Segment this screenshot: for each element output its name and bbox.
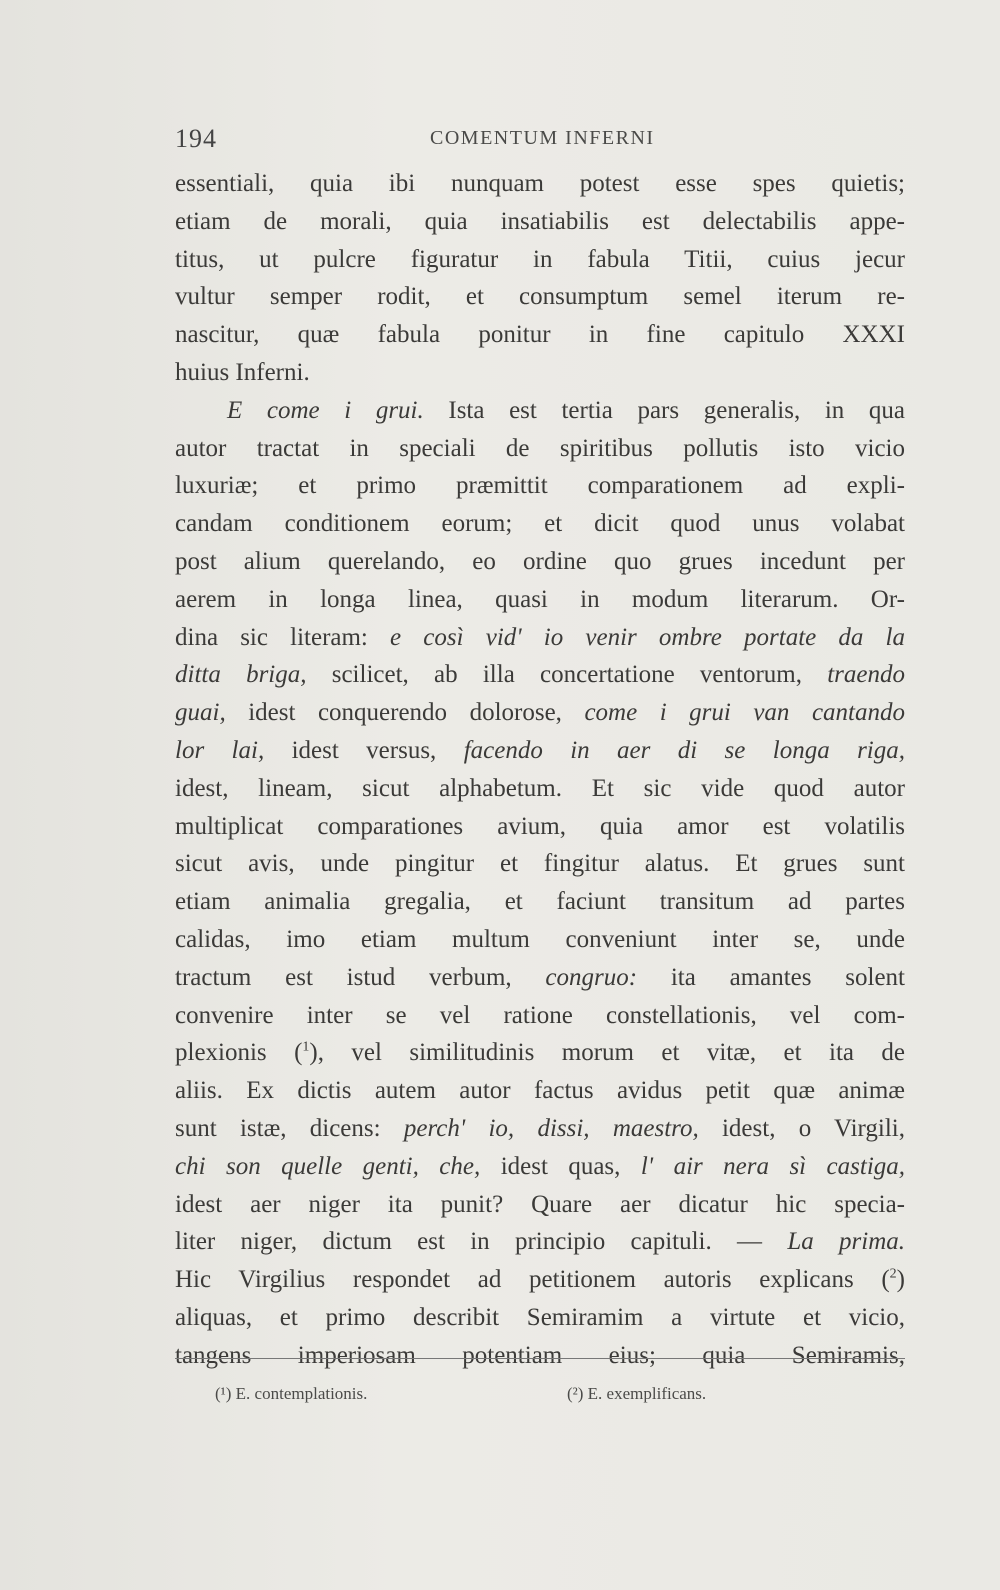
text-run: huius Inferni. — [175, 358, 310, 386]
text-run: plexionis ( — [175, 1039, 303, 1067]
text-line — [175, 1034, 905, 1072]
text-line — [175, 392, 905, 430]
text-run: multiplicat comparationes avium, quia amor est volatilis — [175, 812, 905, 840]
text-line — [175, 694, 905, 732]
text-run: ), vel similitudinis morum et vitæ, et ita de — [309, 1039, 905, 1067]
text-run: nascitur, quæ fabula ponitur in fine capitulo XXXI — [175, 321, 905, 349]
text-run: Hic Virgilius respondet ad petitionem autoris explicans ( — [175, 1266, 890, 1294]
text-line — [175, 467, 905, 505]
text-line — [175, 1072, 905, 1110]
text-run: calidas, imo etiam multum conveniunt inter se, unde — [175, 925, 905, 953]
text-line — [175, 883, 905, 921]
text-run: convenire inter se vel ratione constellationis, vel com- — [175, 1001, 905, 1029]
text-line — [175, 921, 905, 959]
text-run: dina sic literam: — [175, 623, 391, 651]
running-title: COMENTUM INFERNI — [430, 127, 655, 149]
italic-quote: l' air nera sì castiga, — [640, 1152, 906, 1180]
italic-quote: lor lai, — [175, 736, 265, 764]
text-line — [175, 203, 905, 241]
text-line — [175, 808, 905, 846]
text-run: idest versus, — [264, 736, 464, 764]
italic-quote: La prima. — [787, 1228, 905, 1256]
text-line — [175, 1148, 905, 1186]
text-run: autor tractat in speciali de spiritibus pollutis isto vicio — [175, 434, 905, 462]
text-run: idest, o Virgili, — [698, 1114, 905, 1142]
text-run: idest quas, — [480, 1152, 641, 1180]
text-run: tangens imperiosam potentiam eius; quia Semiramis, — [175, 1341, 905, 1369]
text-run: post alium querelando, eo ordine quo grues incedunt per — [175, 547, 905, 575]
text-run: ita amantes solent — [637, 963, 905, 991]
italic-quote: e così vid' io venir ombre portate da la — [390, 623, 906, 651]
footnotes — [215, 1384, 855, 1408]
text-run: vultur semper rodit, et consumptum semel iterum re- — [175, 283, 905, 311]
text-run: titus, ut pulcre figuratur in fabula Titii, cuius jecur — [175, 245, 905, 273]
text-line — [175, 316, 905, 354]
text-run: aliis. Ex dictis autem autor factus avidus petit quæ animæ — [175, 1077, 905, 1105]
text-run: sunt istæ, dicens: — [175, 1114, 404, 1142]
footnote-rule — [175, 1358, 905, 1359]
text-line — [175, 581, 905, 619]
italic-quote: ditta briga, — [175, 661, 307, 689]
text-line — [175, 1299, 905, 1337]
text-run: idest, lineam, sicut alphabetum. Et sic vide quod autor — [175, 774, 905, 802]
running-header — [175, 118, 905, 158]
italic-quote: facendo in aer di se longa riga, — [463, 736, 905, 764]
text-run: tractum est istud verbum, — [175, 963, 546, 991]
italic-quote: guai, — [175, 699, 226, 727]
text-line — [175, 430, 905, 468]
text-line — [175, 1110, 905, 1148]
text-line — [175, 241, 905, 279]
text-line — [175, 278, 905, 316]
text-run: candam conditionem eorum; et dicit quod unus volabat — [175, 510, 905, 538]
text-run: etiam animalia gregalia, et faciunt transitum ad partes — [175, 888, 905, 916]
text-line — [175, 1223, 905, 1261]
text-run: liter niger, dictum est in principio capituli. — — [175, 1228, 788, 1256]
text-run: luxuriæ; et primo præmittit comparationem ad expli- — [175, 472, 905, 500]
italic-quote: traendo — [827, 661, 905, 689]
text-line — [175, 1337, 905, 1375]
text-run: Ista est tertia pars generalis, in qua — [423, 396, 905, 424]
footnote-1: (¹) E. contemplationis. — [215, 1384, 368, 1403]
footnote-ref: 1 — [302, 1040, 310, 1055]
text-line — [175, 845, 905, 883]
text-run: etiam de morali, quia insatiabilis est delectabilis appe- — [175, 207, 905, 235]
text-line — [175, 959, 905, 997]
italic-quote: come i grui van cantando — [584, 699, 905, 727]
text-run: scilicet, ab illa concertatione ventorum, — [306, 661, 828, 689]
text-line — [175, 770, 905, 808]
text-run: idest aer niger ita punit? Quare aer dicatur hic specia- — [175, 1190, 905, 1218]
italic-quote: perch' io, dissi, maestro, — [403, 1114, 699, 1142]
text-line — [175, 997, 905, 1035]
text-line — [175, 505, 905, 543]
text-line — [175, 165, 905, 203]
footnote-2: (²) E. exemplificans. — [567, 1384, 707, 1403]
italic-quote: chi son quelle genti, che, — [175, 1152, 481, 1180]
body-text — [175, 165, 905, 1375]
text-run: sicut avis, unde pingitur et fingitur alatus. Et grues sunt — [175, 850, 905, 878]
text-run: aliquas, et primo describit Semiramim a virtute et vicio, — [175, 1303, 905, 1331]
page-number: 194 — [175, 124, 217, 153]
text-run: idest conquerendo dolorose, — [225, 699, 585, 727]
footnote-ref: 2 — [889, 1266, 897, 1282]
text-line — [175, 354, 905, 392]
text-line — [175, 619, 905, 657]
text-run: essentiali, quia ibi nunquam potest esse spes quietis; — [175, 170, 905, 197]
text-line — [175, 543, 905, 581]
text-run: aerem in longa linea, quasi in modum literarum. Or- — [175, 585, 905, 613]
text-line — [175, 732, 905, 770]
italic-quote: E come i grui. — [227, 396, 424, 424]
italic-quote: congruo: — [545, 963, 638, 991]
text-line — [175, 656, 905, 694]
text-line — [175, 1186, 905, 1224]
text-line — [175, 1261, 905, 1299]
text-run: ) — [896, 1266, 905, 1294]
